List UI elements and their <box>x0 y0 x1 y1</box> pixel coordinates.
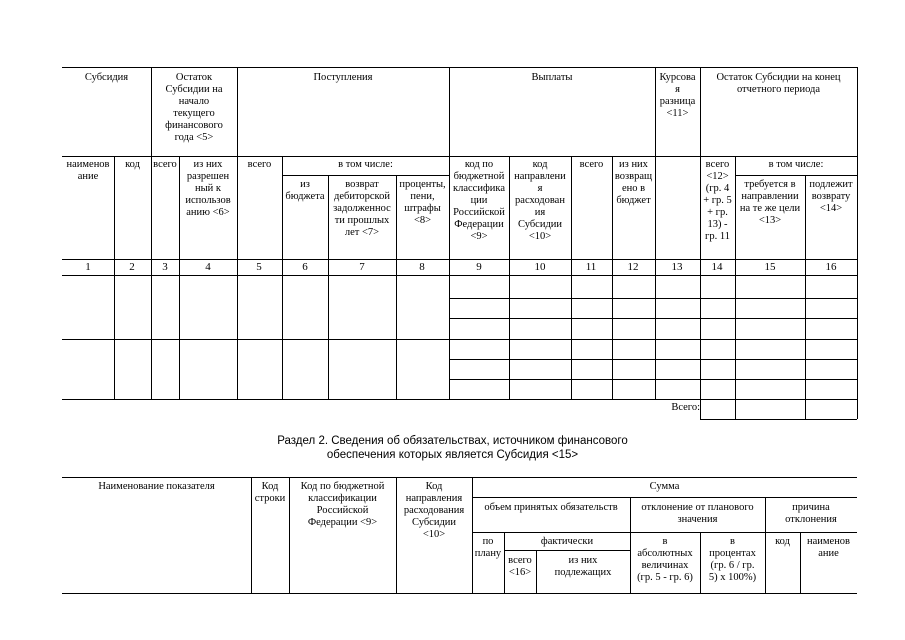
t2-header-code: код <box>775 536 790 547</box>
header-required: требуется в направлении на те же цели <13> <box>739 179 801 226</box>
header-payments: Выплаты <box>531 72 573 83</box>
t2-header-total: всего <16> <box>508 555 532 578</box>
t2-header-accepted: объем принятых обязательств <box>484 502 618 513</box>
t2-header-sum: Сумма <box>649 481 680 492</box>
header-rate-difference: Курсова я разница <11> <box>659 72 696 119</box>
column-number: 4 <box>205 261 211 273</box>
t2-header-direction-code: Код направления расходования Субсидии <10> <box>403 481 465 540</box>
header-total-b: всего <box>247 159 272 170</box>
header-total-d: всего <12> (гр. 4 + гр. 5 + гр. 13) - гр. 11 <box>703 159 732 242</box>
column-number: 13 <box>671 261 683 273</box>
column-number: 5 <box>256 261 262 273</box>
column-number: 12 <box>627 261 639 273</box>
column-number: 3 <box>162 261 168 273</box>
column-number: 8 <box>419 261 425 273</box>
header-from-budget: из бюджета <box>285 179 325 202</box>
header-direction-code: код направлени я расходован ия Субсидии <10> <box>514 159 566 242</box>
column-number: 2 <box>129 261 135 273</box>
header-including-b: в том числе: <box>768 159 824 170</box>
column-number: 16 <box>825 261 837 273</box>
total-label: Всего: <box>671 402 700 413</box>
t2-header-actual: фактически <box>540 536 594 547</box>
header-subsidy: Субсидия <box>84 72 129 83</box>
header-code: код <box>125 159 140 170</box>
t2-header-budget-class: Код по бюджетной классификации Российской Федерации <9> <box>300 481 385 528</box>
header-name: наименов ание <box>66 159 110 182</box>
t2-header-indicator: Наименование показателя <box>98 481 215 492</box>
header-balance-end: Остаток Субсидии на конец отчетного периода <box>716 72 841 95</box>
section-2-title: Раздел 2. Сведения об обязательствах, источником финансового обеспечения которых является Субсидия <15> <box>277 435 628 461</box>
column-number: 10 <box>534 261 546 273</box>
column-number: 1 <box>85 261 91 273</box>
t2-header-absolute: в абсолютных величинах (гр. 5 - гр. 6) <box>637 536 693 583</box>
header-returned: из них возвращ ено в бюджет <box>614 159 653 206</box>
column-number: 11 <box>585 261 597 273</box>
column-number: 14 <box>711 261 723 273</box>
t2-header-name: наименов ание <box>806 536 851 559</box>
header-budget-class: код по бюджетной классифика ции Российской Федерации <9> <box>453 159 505 242</box>
header-total-a: всего <box>153 159 177 170</box>
header-balance-start: Остаток Субсидии на начало текущего финансового года <5> <box>165 72 223 143</box>
column-number: 15 <box>764 261 776 273</box>
header-including-a: в том числе: <box>338 159 393 170</box>
t2-header-of-which: из них подлежащих <box>554 555 612 578</box>
t2-header-reason: причина отклонения <box>785 502 837 525</box>
header-return-debts: возврат дебиторской задолженнос ти прошлых лет <7> <box>333 179 391 238</box>
t2-header-plan: по плану <box>474 536 502 559</box>
t2-header-line-code: Код строки <box>254 481 286 504</box>
header-interest: проценты, пени, штрафы <8> <box>399 179 446 226</box>
header-receipts: Поступления <box>313 72 373 83</box>
t2-header-deviation: отклонение от планового значения <box>641 502 754 525</box>
header-to-return: подлежит возврату <14> <box>809 179 853 214</box>
t2-header-percent: в процентах (гр. 6 / гр. 5) x 100%) <box>708 536 757 583</box>
header-allowed: из них разрешен ный к использов анию <6> <box>185 159 231 218</box>
column-number: 9 <box>476 261 482 273</box>
column-number: 6 <box>302 261 308 273</box>
header-total-c: всего <box>579 159 604 170</box>
column-number: 7 <box>359 261 365 273</box>
